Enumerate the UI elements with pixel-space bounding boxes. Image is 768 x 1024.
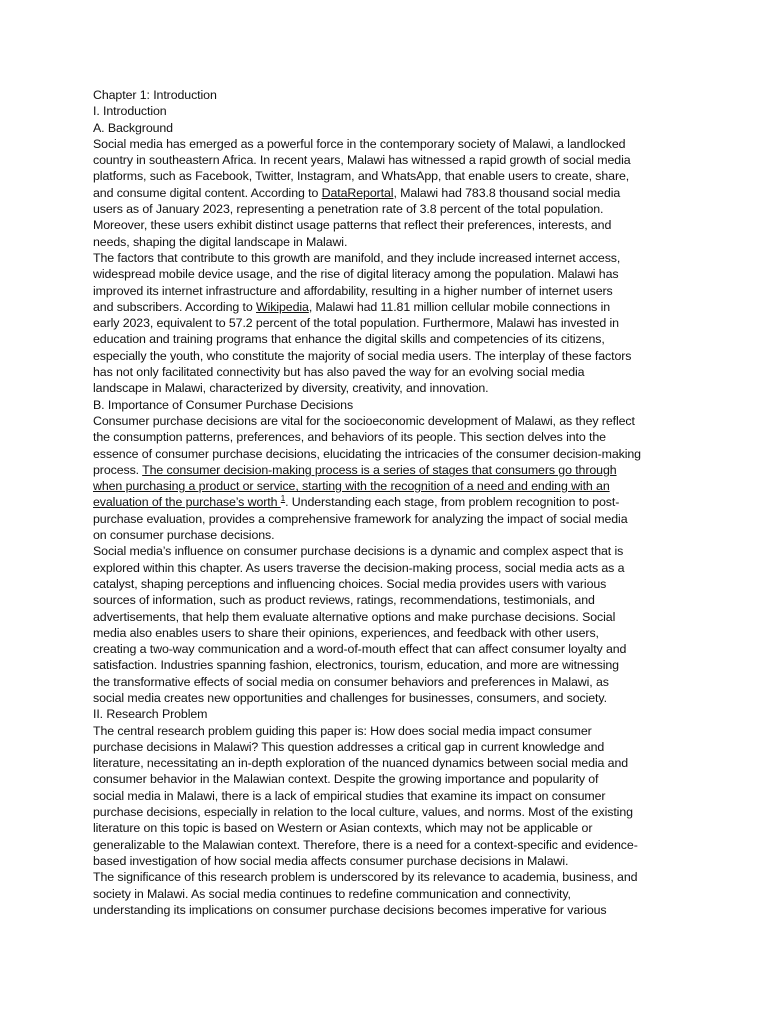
paragraph-research-problem-1 [93,723,677,870]
text-line: satisfaction. Industries spanning fashion, electronics, tourism, education, and more are witnessing [93,658,619,673]
text-line: social media creates new opportunities and challenges for businesses, consumers, and society. [93,690,607,705]
text-line: generalizable to the Malawian context. Therefore, there is a need for a context-specific and evidence- [93,837,638,852]
text-line: catalyst, shaping perceptions and influencing choices. Social media provides users with various [93,576,607,591]
text-line: purchase decisions, especially in relation to the local culture, values, and norms. Most of the existing [93,805,633,820]
text-line: needs, shaping the digital landscape in Malawi. [93,234,348,249]
text-segment: . Understanding each stage, from problem recognition to post- [285,495,620,510]
text-line: essence of consumer purchase decisions, elucidating the intricacies of the consumer decision-making [93,446,641,461]
subsection-heading-consumer-decisions: B. Importance of Consumer Purchase Decisions [93,397,354,412]
datareportal-link[interactable]: DataReportal [321,185,394,200]
chapter-title: Chapter 1: Introduction [93,88,217,102]
section-heading-research-problem: II. Research Problem [93,707,208,722]
paragraph-background-1 [93,136,677,250]
document-body [93,87,677,918]
text-line: education and training programs that enhance the digital skills and competencies of its citizens, [93,332,605,347]
footnote-reference[interactable]: 1 [280,494,286,504]
text-line: understanding its implications on consumer purchase decisions becomes imperative for various [93,902,607,917]
text-line: early 2023, equivalent to 57.2 percent of the total population. Furthermore, Malawi has invested in [93,316,619,331]
text-line [93,462,677,478]
text-line: explored within this chapter. As users traverse the decision-making process, social media acts as a [93,560,625,575]
citation-link-text[interactable]: when purchasing a product or service, starting with the recognition of a need and ending with an [93,479,610,494]
subsection-heading-background: A. Background [93,120,173,135]
text-line: Moreover, these users exhibit distinct usage patterns that reflect their preferences, interests, and [93,218,612,233]
text-line: consumer behavior in the Malawian context. Despite the growing importance and popularity of [93,772,599,787]
text-line: advertisements, that help them evaluate alternative options and make purchase decisions. Social [93,609,616,624]
text-line: widespread mobile device usage, and the rise of digital literacy among the population. Malawi has [93,267,619,282]
text-line: the transformative effects of social media on consumer behaviors and preferences in Malawi, as [93,674,609,689]
text-line: based investigation of how social media affects consumer purchase decisions in Malawi. [93,853,569,868]
text-line: the consumption patterns, preferences, and behaviors of its people. This section delves into the [93,430,606,445]
wikipedia-link[interactable]: Wikipedia [256,299,309,314]
text-line: The significance of this research problem is underscored by its relevance to academia, business, and [93,870,638,885]
text-line: especially the youth, who constitute the majority of social media users. The interplay of these factors [93,348,632,363]
text-line: social media in Malawi, there is a lack of empirical studies that examine its impact on consumer [93,788,606,803]
text-line: Social media has emerged as a powerful force in the contemporary society of Malawi, a landlocked [93,136,626,151]
text-line: Consumer purchase decisions are vital for the socioeconomic development of Malawi, as they reflect [93,413,635,428]
text-line: purchase evaluation, provides a comprehensive framework for analyzing the impact of social media [93,511,628,526]
text-line: literature, necessitating an in-depth exploration of the nuanced dynamics between social media and [93,756,629,771]
text-line [93,494,677,510]
text-line: creating a two-way communication and a word-of-mouth effect that can affect consumer loyalty and [93,642,627,657]
text-line: sources of information, such as product reviews, ratings, recommendations, testimonials, and [93,593,595,608]
text-line: platforms, such as Facebook, Twitter, Instagram, and WhatsApp, that enable users to create, share, [93,169,630,184]
text-line: literature on this topic is based on Western or Asian contexts, which may not be applicable or [93,821,593,836]
text-line: The factors that contribute to this growth are manifold, and they include increased internet access, [93,250,621,265]
paragraph-background-2 [93,250,677,397]
text-line: improved its internet infrastructure and affordability, resulting in a higher number of internet users [93,283,613,298]
paragraph-consumer-decisions-2 [93,543,677,706]
text-line: on consumer purchase decisions. [93,528,275,543]
citation-link-text[interactable]: evaluation of the purchase’s worth [93,495,281,510]
section-heading-introduction: I. Introduction [93,104,167,119]
text-line: media also enables users to share their opinions, experiences, and feedback with other users, [93,625,599,640]
text-line: purchase decisions in Malawi? This question addresses a critical gap in current knowledge and [93,739,605,754]
paragraph-consumer-decisions-1 [93,413,677,543]
text-line: society in Malawi. As social media continues to redefine communication and connectivity, [93,886,571,901]
text-line: The central research problem guiding this paper is: How does social media impact consumer [93,723,592,738]
text-segment: and consume digital content. According to [93,185,322,200]
text-line [93,478,677,494]
text-segment: process. [93,462,143,477]
text-line: has not only facilitated connectivity but has also paved the way for an evolving social media [93,365,585,380]
text-line [93,185,677,201]
text-line [93,299,677,315]
text-line: users as of January 2023, representing a penetration rate of 3.8 percent of the total population. [93,202,604,217]
citation-link-text[interactable]: The consumer decision-making process is a series of stages that consumers go through [142,462,617,477]
text-line: country in southeastern Africa. In recent years, Malawi has witnessed a rapid growth of social media [93,153,631,168]
paragraph-research-problem-2 [93,869,677,918]
text-line: landscape in Malawi, characterized by diversity, creativity, and innovation. [93,381,489,396]
text-segment: , Malawi had 11.81 million cellular mobile connections in [308,299,611,314]
text-line: Social media’s influence on consumer purchase decisions is a dynamic and complex aspect that is [93,544,624,559]
text-segment: , Malawi had 783.8 thousand social media [393,185,621,200]
text-segment: and subscribers. According to [93,299,256,314]
